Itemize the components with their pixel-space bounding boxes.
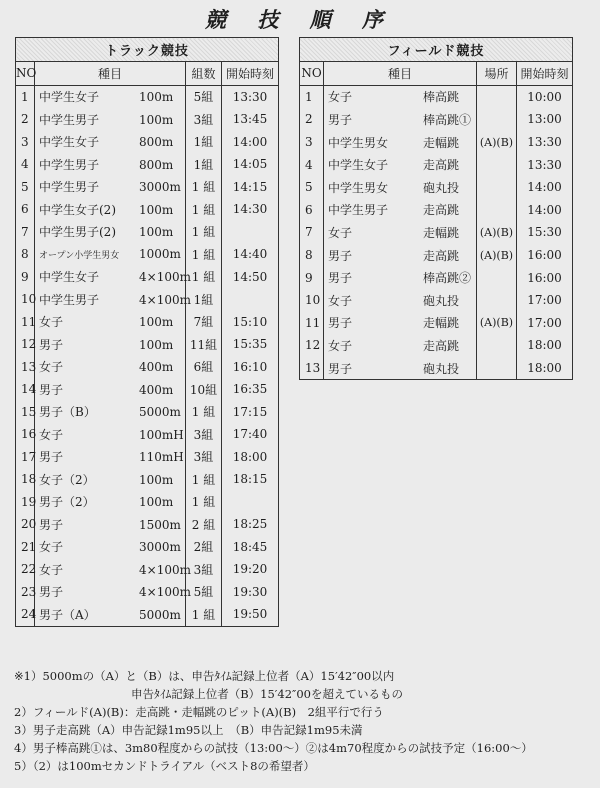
start-time: 16:00 [517,266,573,289]
start-time: 17:40 [222,423,279,446]
row-number: 9 [300,266,324,289]
row-number: 2 [300,108,324,131]
event-place [477,176,517,199]
start-time: 13:30 [517,153,573,176]
event-place [477,108,517,131]
row-number: 4 [300,153,324,176]
row-number: 13 [16,356,35,379]
row-number: 10 [300,289,324,312]
table-row [300,108,573,131]
event-cell [324,221,477,244]
start-time: 18:25 [222,513,279,536]
event-distance: 800m [139,135,174,150]
row-number: 3 [16,131,35,154]
table-row [300,289,573,312]
event-cell [35,176,186,199]
event-cell [35,491,186,514]
event-place [477,85,517,108]
start-time: 18:15 [222,468,279,491]
event-distance: 3000m [139,180,181,195]
group-count: 1 組 [186,243,222,266]
group-count: 3組 [186,558,222,581]
row-number: 24 [16,603,35,626]
event-cell [35,378,186,401]
group-count: 1組 [186,153,222,176]
event-place [477,199,517,222]
group-count: 1 組 [186,491,222,514]
group-count: 7組 [186,311,222,334]
row-number: 1 [16,85,35,108]
event-distance: 100m [139,337,174,352]
track-header-no: NO [16,62,35,86]
group-count: 3組 [186,423,222,446]
group-count: 1 組 [186,198,222,221]
event-distance: 100m [139,495,174,510]
event-discipline: 棒高跳 [423,90,460,105]
group-count: 2 組 [186,513,222,536]
table-row [300,199,573,222]
event-category: オープン小学生男女 [39,251,120,262]
table-row [16,468,279,491]
start-time: 14:00 [517,176,573,199]
event-category: 女子 [328,225,353,240]
start-time: 17:15 [222,401,279,424]
event-distance: 100mH [139,427,184,442]
start-time: 14:00 [222,131,279,154]
event-cell [35,85,186,108]
event-category: 女子 [39,540,64,555]
event-distance: 100m [139,315,174,330]
start-time [222,288,279,311]
event-discipline: 棒高跳② [423,271,472,286]
event-distance: 3000m [139,540,181,555]
event-category: 男子 [328,271,353,286]
group-count: 1組 [186,131,222,154]
event-cell [35,333,186,356]
event-category: 男子 [328,248,353,263]
row-number: 8 [300,244,324,267]
event-place: (A)(B) [477,312,517,335]
event-discipline: 走幅跳 [423,225,460,240]
event-category: 中学生女子 [39,90,100,105]
event-cell [324,131,477,154]
event-distance: 4×100m [139,585,191,600]
group-count: 1 組 [186,401,222,424]
event-place [477,357,517,380]
event-category: 男子 [39,337,64,352]
event-cell [324,108,477,131]
event-category: 女子 [39,427,64,442]
start-time [222,221,279,244]
event-category: 中学生女子 [39,270,100,285]
start-time: 15:35 [222,333,279,356]
group-count: 10組 [186,378,222,401]
event-cell [324,176,477,199]
event-category: 男子 [39,382,64,397]
row-number: 6 [16,198,35,221]
event-category: 中学生男子 [39,180,100,195]
start-time: 19:30 [222,581,279,604]
table-row [16,536,279,559]
table-row [16,243,279,266]
start-time: 14:00 [517,199,573,222]
start-time: 14:30 [222,198,279,221]
event-category: 中学生男子 [39,157,100,172]
table-row [300,176,573,199]
track-caption: トラック競技 [16,38,279,62]
event-place: (A)(B) [477,131,517,154]
field-header-time: 開始時刻 [517,62,573,86]
event-cell [35,153,186,176]
note-line: 4）男子棒高跳①は、3m80程度からの試技（13:00～）②は4m70程度からの試技予定（16:00～） [14,741,533,755]
event-category: 男子 [39,517,64,532]
row-number: 11 [16,311,35,334]
event-category: 中学生男女 [328,135,389,150]
table-row [300,312,573,335]
table-row [16,131,279,154]
table-row [300,153,573,176]
row-number: 14 [16,378,35,401]
table-row [16,198,279,221]
start-time: 16:10 [222,356,279,379]
event-distance: 4×100m [139,562,191,577]
event-category: 女子（2） [39,472,95,487]
start-time: 16:35 [222,378,279,401]
table-row [16,176,279,199]
event-cell [324,289,477,312]
event-cell [324,357,477,380]
field-events-table [299,37,573,380]
row-number: 2 [16,108,35,131]
table-row [16,378,279,401]
row-number: 5 [300,176,324,199]
event-category: 中学生女子(2) [39,202,116,217]
row-number: 1 [300,85,324,108]
row-number: 17 [16,446,35,469]
event-distance: 400m [139,360,174,375]
group-count: 6組 [186,356,222,379]
event-discipline: 走高跳 [423,338,460,353]
table-row [300,266,573,289]
table-row [16,288,279,311]
row-number: 15 [16,401,35,424]
group-count: 2組 [186,536,222,559]
event-distance: 1000m [139,247,181,262]
table-row [16,108,279,131]
field-header-no: NO [300,62,324,86]
event-category: 女子 [328,293,353,308]
event-category: 中学生女子 [328,158,389,173]
table-row [16,401,279,424]
note-line: 2）フィールド(A)(B)：走高跳・走幅跳のピット(A)(B) 2組平行で行う [14,705,384,719]
table-row [16,581,279,604]
event-distance: 100m [139,472,174,487]
event-cell [35,288,191,311]
event-discipline: 走幅跳 [423,316,460,331]
table-row [16,558,279,581]
event-discipline: 砲丸投 [423,293,460,308]
start-time: 19:20 [222,558,279,581]
event-category: 男子 [328,112,353,127]
start-time: 18:45 [222,536,279,559]
event-category: 中学生男女 [328,180,389,195]
row-number: 9 [16,266,35,289]
event-category: 男子 [39,585,64,600]
group-count: 1組 [186,288,222,311]
row-number: 3 [300,131,324,154]
event-distance: 110mH [139,450,184,465]
row-number: 12 [300,334,324,357]
event-category: 中学生女子 [39,135,100,150]
event-place: (A)(B) [477,244,517,267]
page-title: 競 技 順 序 [205,7,395,32]
group-count: 3組 [186,108,222,131]
row-number: 10 [16,288,35,311]
event-cell [35,311,186,334]
row-number: 6 [300,199,324,222]
group-count: 1 組 [186,468,222,491]
event-discipline: 走高跳 [423,158,460,173]
row-number: 18 [16,468,35,491]
event-cell [35,423,186,446]
event-cell [324,334,477,357]
event-distance: 100m [139,90,174,105]
event-cell [35,558,191,581]
field-header-event: 種目 [324,62,477,86]
event-category: 女子 [39,562,64,577]
group-count: 1 組 [186,266,222,289]
track-events-table [15,37,279,627]
event-cell [35,401,186,424]
track-header-groups: 組数 [186,62,222,86]
table-row [16,513,279,536]
start-time: 13:45 [222,108,279,131]
event-category: 男子（A） [39,607,96,622]
event-distance: 100m [139,202,174,217]
track-header-event: 種目 [35,62,186,86]
table-row [300,85,573,108]
row-number: 12 [16,333,35,356]
row-number: 21 [16,536,35,559]
table-row [300,334,573,357]
event-cell [35,603,186,626]
start-time: 13:00 [517,108,573,131]
row-number: 11 [300,312,324,335]
table-row [16,333,279,356]
start-time: 14:50 [222,266,279,289]
row-number: 20 [16,513,35,536]
event-distance: 800m [139,157,174,172]
start-time: 13:30 [517,131,573,154]
event-category: 男子 [328,361,353,376]
event-distance: 400m [139,382,174,397]
event-cell [324,199,477,222]
event-discipline: 走高跳 [423,248,460,263]
group-count: 11組 [186,333,222,356]
event-cell [324,266,477,289]
event-cell [35,243,186,266]
start-time: 15:10 [222,311,279,334]
table-row [16,311,279,334]
start-time: 14:05 [222,153,279,176]
note-line: 5）（2）は100mセカンドトライアル（ベスト8の希望者） [14,759,315,773]
event-cell [35,513,186,536]
group-count: 5組 [186,85,222,108]
table-row [16,423,279,446]
event-category: 中学生男子 [39,112,100,127]
table-row [300,221,573,244]
table-row [300,131,573,154]
note-line: ※1）5000mの（A）と（B）は、申告ﾀｲﾑ記録上位者（A）15′42″00以内 [14,669,395,683]
row-number: 4 [16,153,35,176]
event-cell [35,221,186,244]
row-number: 23 [16,581,35,604]
start-time: 14:15 [222,176,279,199]
note-line: 3）男子走高跳（A）申告記録1m95以上 （B）申告記録1m95未満 [14,723,363,737]
event-category: 中学生男子 [39,292,100,307]
table-row [16,603,279,626]
group-count: 5組 [186,581,222,604]
event-cell [35,266,191,289]
start-time: 16:00 [517,244,573,267]
event-category: 男子 [328,316,353,331]
table-row [16,85,279,108]
event-cell [324,244,477,267]
event-cell [35,581,191,604]
group-count: 1 組 [186,603,222,626]
start-time: 19:50 [222,603,279,626]
event-category: 男子（B） [39,405,96,420]
start-time: 18:00 [517,357,573,380]
start-time: 17:00 [517,289,573,312]
event-place [477,266,517,289]
event-category: 女子 [328,90,353,105]
row-number: 7 [16,221,35,244]
event-distance: 100m [139,225,174,240]
event-cell [35,356,186,379]
event-place [477,153,517,176]
row-number: 22 [16,558,35,581]
event-cell [35,108,186,131]
row-number: 8 [16,243,35,266]
event-category: 中学生男子(2) [39,225,116,240]
event-distance: 4×100m [139,292,191,307]
table-row [16,446,279,469]
event-category: 女子 [39,315,64,330]
event-cell [35,468,186,491]
start-time: 15:30 [517,221,573,244]
event-category: 女子 [39,360,64,375]
start-time: 18:00 [222,446,279,469]
event-place [477,289,517,312]
start-time: 13:30 [222,85,279,108]
event-distance: 100m [139,112,174,127]
table-row [300,357,573,380]
event-cell [35,198,186,221]
table-row [16,153,279,176]
table-row [16,266,279,289]
track-header-time: 開始時刻 [222,62,279,86]
event-distance: 5000m [139,405,181,420]
event-cell [35,131,186,154]
event-place [477,334,517,357]
event-discipline: 走高跳 [423,203,460,218]
field-header-place: 場所 [477,62,517,86]
event-discipline: 走幅跳 [423,135,460,150]
group-count: 1 組 [186,176,222,199]
event-discipline: 砲丸投 [423,361,460,376]
start-time [222,491,279,514]
field-caption: フィールド競技 [300,38,573,62]
table-row [16,491,279,514]
row-number: 7 [300,221,324,244]
start-time: 10:00 [517,85,573,108]
event-place: (A)(B) [477,221,517,244]
note-line: 申告ﾀｲﾑ記録上位者（B）15′42″00を超えているもの [14,687,403,701]
start-time: 14:40 [222,243,279,266]
event-category: 女子 [328,338,353,353]
row-number: 16 [16,423,35,446]
table-row [16,221,279,244]
row-number: 5 [16,176,35,199]
event-distance: 1500m [139,517,181,532]
event-cell [35,536,186,559]
group-count: 3組 [186,446,222,469]
start-time: 18:00 [517,334,573,357]
event-discipline: 棒高跳① [423,112,472,127]
event-category: 男子 [39,450,64,465]
table-row [300,244,573,267]
event-cell [324,85,477,108]
event-cell [324,153,477,176]
notes [14,667,533,775]
event-category: 中学生男子 [328,203,389,218]
event-cell [35,446,186,469]
start-time: 17:00 [517,312,573,335]
event-category: 男子（2） [39,495,95,510]
event-cell [324,312,477,335]
event-discipline: 砲丸投 [423,180,460,195]
event-distance: 5000m [139,607,181,622]
group-count: 1 組 [186,221,222,244]
event-distance: 4×100m [139,270,191,285]
row-number: 19 [16,491,35,514]
row-number: 13 [300,357,324,380]
table-row [16,356,279,379]
